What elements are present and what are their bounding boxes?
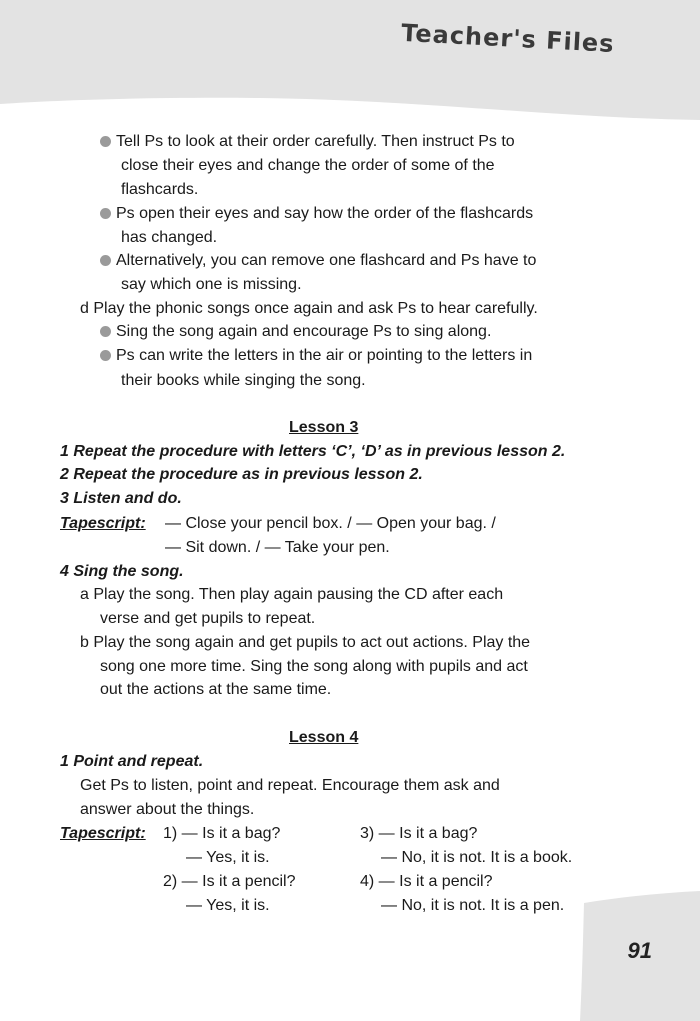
tapescript-question-2: 2) — Is it a pencil? <box>163 873 296 890</box>
lesson-4-item-1: 1 Point and repeat. <box>60 753 204 770</box>
step-continuation: song one more time. Sing the song along with pupils and act <box>100 658 528 675</box>
step-b: b Play the song again and get pupils to act out actions. Play the <box>80 634 531 651</box>
lesson-3-item-2: 2 Repeat the procedure as in previous lesson 2. <box>60 466 423 483</box>
tapescript-answer-4: — No, it is not. It is a pen. <box>381 897 565 914</box>
bullet-continuation: flashcards. <box>121 181 199 198</box>
tapescript-question-3: 3) — Is it a bag? <box>360 825 478 842</box>
page-number: 91 <box>627 938 652 963</box>
lesson-3-heading: Lesson 3 <box>289 419 359 436</box>
bullet-dot-icon <box>100 326 111 337</box>
bullet-item: Alternatively, you can remove one flashcard and Ps have to <box>100 251 536 271</box>
bullet-continuation: close their eyes and change the order of some of the <box>121 157 495 174</box>
bullet-continuation: their books while singing the song. <box>121 372 366 389</box>
tapescript-question-4: 4) — Is it a pencil? <box>360 873 493 890</box>
tapescript-answer-2: — Yes, it is. <box>186 897 270 914</box>
bullet-dot-icon <box>100 208 111 219</box>
header-title: Teacher's Files <box>400 18 615 58</box>
step-d: d Play the phonic songs once again and ask Ps to hear carefully. <box>80 300 538 317</box>
bullet-item: Sing the song again and encourage Ps to sing along. <box>100 322 491 342</box>
bullet-dot-icon <box>100 136 111 147</box>
tapescript-question-1: 1) — Is it a bag? <box>163 825 281 842</box>
bullet-item: Ps can write the letters in the air or pointing to the letters in <box>100 346 532 366</box>
bullet-continuation: say which one is missing. <box>121 276 302 293</box>
tapescript-label: Tapescript: <box>60 515 146 532</box>
step-continuation: out the actions at the same time. <box>100 681 332 698</box>
bullet-dot-icon <box>100 255 111 266</box>
lesson-4-body: Get Ps to listen, point and repeat. Encourage them ask and <box>80 777 500 794</box>
tapescript-answer-3: — No, it is not. It is a book. <box>381 849 573 866</box>
step-continuation: verse and get pupils to repeat. <box>100 610 316 627</box>
lesson-3-item-4: 4 Sing the song. <box>60 563 184 580</box>
lesson-4-heading: Lesson 4 <box>289 729 359 746</box>
lesson-4-body: answer about the things. <box>80 801 255 818</box>
bullet-dot-icon <box>100 350 111 361</box>
bullet-continuation: has changed. <box>121 229 218 246</box>
lesson-3-item-3: 3 Listen and do. <box>60 490 182 507</box>
bullet-item: Tell Ps to look at their order carefully. Then instruct Ps to <box>100 132 515 152</box>
step-a: a Play the song. Then play again pausing the CD after each <box>80 586 504 603</box>
tapescript-line: — Close your pencil box. / — Open your bag. / <box>165 515 496 532</box>
bullet-item: Ps open their eyes and say how the order of the flashcards <box>100 204 533 224</box>
header-band <box>0 0 700 120</box>
tapescript-line: — Sit down. / — Take your pen. <box>165 539 390 556</box>
tapescript-label: Tapescript: <box>60 825 146 842</box>
tapescript-answer-1: — Yes, it is. <box>186 849 270 866</box>
lesson-3-item-1: 1 Repeat the procedure with letters ‘C’, ‘D’ as in previous lesson 2. <box>60 443 566 460</box>
